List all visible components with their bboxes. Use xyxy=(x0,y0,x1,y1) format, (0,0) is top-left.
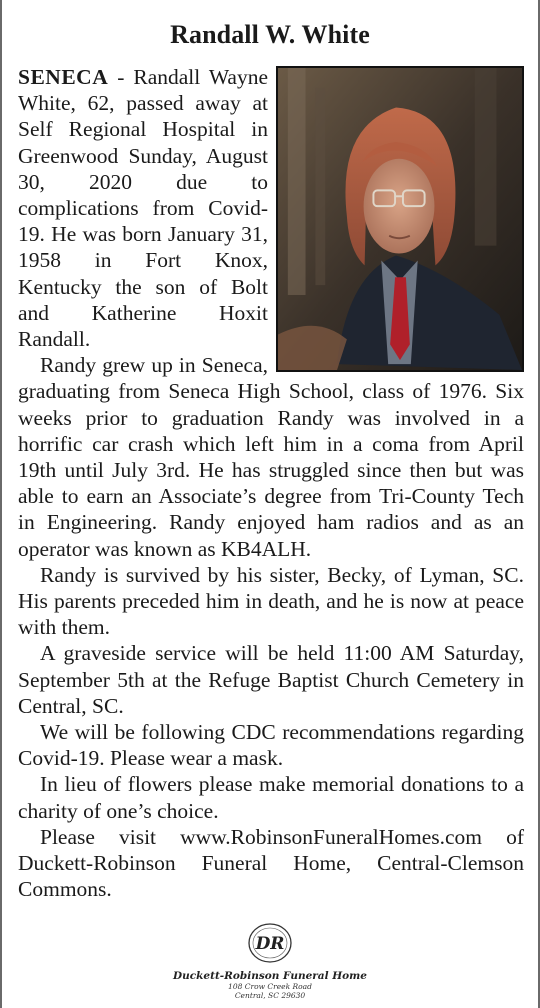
left-border-rule xyxy=(0,0,2,1008)
funeral-home-address-2: Central, SC 29630 xyxy=(234,991,306,1000)
paragraph-5: We will be following CDC recommendations regarding Covid-19. Please wear a mask. xyxy=(18,720,524,771)
monogram-text: DR xyxy=(255,934,285,954)
portrait-photo xyxy=(276,66,524,372)
monogram-icon xyxy=(246,920,294,966)
obituary-title: Randall W. White xyxy=(170,20,370,49)
paragraph-7: Please visit www.RobinsonFuneralHomes.com of Duckett-Robinson Funeral Home, Central-Clemson Commons. xyxy=(18,824,524,902)
paragraph-3: Randy is survived by his sister, Becky, of Lyman, SC. His parents preceded him in death, and he is now at peace with them. xyxy=(18,562,524,640)
paragraph-1-text: - Randall Wayne White, 62, passed away at Self Regional Hospital in Greenwood Sunday, August 30, 2020 due to complications from Covid-19. He was born January 31, 1958 in Fort Knox, Kentucky the son of Bolt and Katherine Hoxit Randall. xyxy=(18,65,268,352)
dateline: SENECA xyxy=(18,65,109,89)
paragraph-6: In lieu of flowers please make memorial donations to a charity of one’s choice. xyxy=(18,772,524,823)
funeral-home-name: Duckett-Robinson Funeral Home xyxy=(173,970,367,982)
funeral-home-address-1: 108 Crow Creek Road xyxy=(228,982,312,991)
obituary-body xyxy=(18,64,524,903)
paragraph-2: Randy grew up in Seneca, graduating from Seneca High School, class of 1976. Six weeks prior to graduation Randy was involved in a horrific car crash which left him in a coma from April 19th until July 3rd. He has struggled since then but was able to earn an Associate’s degree from Tri-County Tech in Engineering. Randy enjoyed ham radios and as an operator was known as KB4ALH. xyxy=(18,353,524,561)
funeral-home-logo xyxy=(0,920,540,1000)
paragraph-4: A graveside service will be held 11:00 AM Saturday, September 5th at the Refuge Baptist Church Cemetery in Central, SC. xyxy=(18,641,524,718)
